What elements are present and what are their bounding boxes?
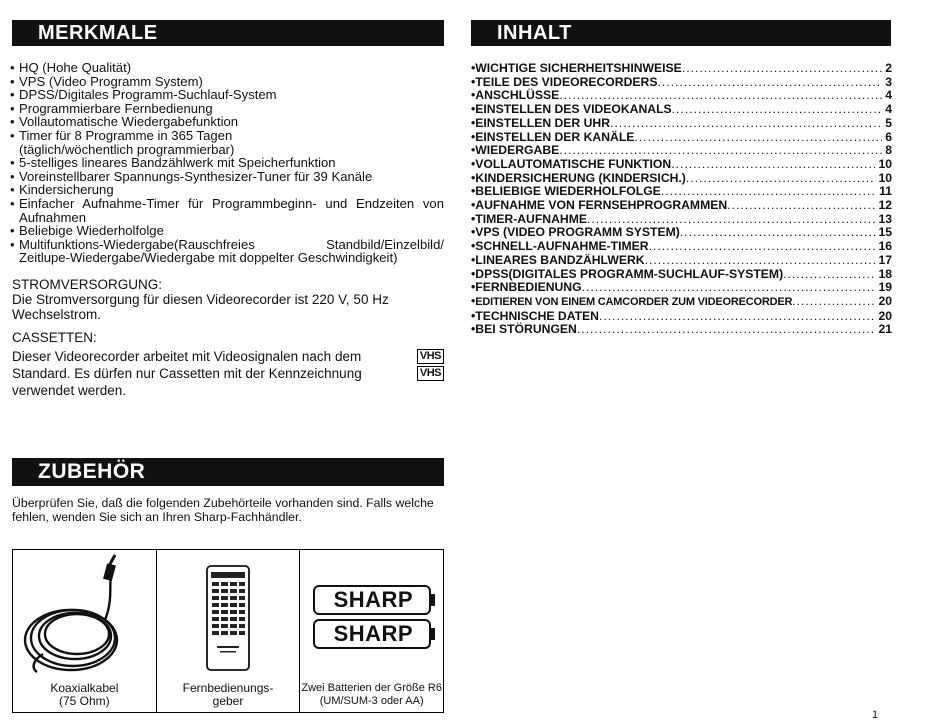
- toc-entry: • WIEDERGABE ..... 8: [471, 144, 892, 158]
- cassettes-text-line2: Standard. Es dürfen nur Cassetten mit der Kennzeichnung: [12, 366, 362, 381]
- toc-entry: • BELIEBIGE WIEDERHOLFOLGE ..... 11: [471, 185, 892, 199]
- list-item: • Multifunktions-Wiedergabe(Rauschfreies Standbild/Einzelbild/: [10, 236, 444, 252]
- toc-entry: • EINSTELLEN DER UHR ..... 5: [471, 117, 892, 131]
- toc-page-number: 17: [878, 252, 892, 267]
- cassettes-section: [12, 330, 444, 398]
- toc-entry-label: SCHNELL-AUFNAHME-TIMER: [475, 239, 649, 254]
- toc-leader-dots: [559, 144, 882, 158]
- toc-entry-label: EINSTELLEN DER KANÄLE: [475, 129, 635, 144]
- toc-entry-label: LINEARES BANDZÄHLWERK: [475, 252, 645, 267]
- toc-entry-label: EINSTELLEN DES VIDEOKANALS: [475, 102, 672, 117]
- toc-leader-dots: [671, 158, 875, 172]
- toc-page-number: 15: [878, 225, 892, 240]
- toc-entry-label: BELIEBIGE WIEDERHOLFOLGE: [475, 184, 661, 199]
- toc-page-number: 12: [878, 198, 892, 213]
- toc-page-number: 5: [885, 115, 892, 130]
- toc-leader-dots: [686, 172, 876, 186]
- inhalt-heading: INHALT: [471, 20, 891, 46]
- cassettes-text-line1: Dieser Videorecorder arbeitet mit Videosignalen nach dem: [12, 349, 362, 364]
- toc-page-number: 3: [885, 74, 892, 89]
- toc-entry: • FERNBEDIENUNG ..... 19: [471, 281, 892, 295]
- accessory-batteries: [300, 550, 443, 712]
- list-item: • 5-stelliges lineares Bandzählwerk mit Speicherfunktion: [10, 155, 336, 171]
- toc-entry: • WICHTIGE SICHERHEITSHINWEISE ..... 2: [471, 62, 892, 76]
- toc-entry-label: VPS (VIDEO PROGRAMM SYSTEM): [475, 225, 680, 240]
- feature-list: [10, 61, 444, 265]
- toc-leader-dots: [783, 268, 875, 282]
- toc-entry: • EDITIEREN VON EINEM CAMCORDER ZUM VIDEORECORDER ..... 20: [471, 295, 892, 310]
- accessories-text: Überprüfen Sie, daß die folgenden Zubehörteile vorhanden sind. Falls welche fehlen, wenden Sie sich an Ihren Sharp-Fachhändler.: [12, 496, 434, 524]
- toc-leader-dots: [577, 323, 876, 337]
- toc-entry: • DPSS(DIGITALES PROGRAMM-SUCHLAUF-SYSTEM) ..... 18: [471, 268, 892, 282]
- list-item: Aufnahmen: [19, 209, 86, 225]
- toc-leader-dots: [649, 240, 876, 254]
- accessory-coax-cable: [13, 550, 157, 712]
- toc-entry-label: ANSCHLÜSSE: [475, 88, 560, 103]
- toc-leader-dots: [559, 89, 882, 103]
- accessory-label: geber: [212, 694, 244, 708]
- toc-entry: • SCHNELL-AUFNAHME-TIMER ..... 16: [471, 240, 892, 254]
- toc-entry-label: AUFNAHME VON FERNSEHPROGRAMMEN: [475, 198, 728, 213]
- toc-entry-label: EINSTELLEN DER UHR: [475, 115, 611, 130]
- toc-leader-dots: [610, 117, 882, 131]
- toc-page-number: 13: [878, 211, 892, 226]
- list-item: • Kindersicherung: [10, 182, 114, 198]
- accessory-label: Zwei Batterien der Größe R6: [301, 682, 442, 694]
- toc-page-number: 4: [885, 88, 892, 103]
- toc-entry: • AUFNAHME VON FERNSEHPROGRAMMEN ..... 12: [471, 199, 892, 213]
- cassettes-text-line3: verwendet werden.: [12, 383, 127, 398]
- toc-leader-dots: [672, 103, 883, 117]
- toc-entry-label: VOLLAUTOMATISCHE FUNKTION: [475, 156, 672, 171]
- list-item: • Programmierbare Fernbedienung: [10, 100, 213, 116]
- list-item: Zeitlupe-Wiedergabe/Wiedergabe mit doppelter Geschwindigkeit): [19, 250, 398, 266]
- list-item: • VPS (Video Programm System): [10, 73, 203, 89]
- toc-leader-dots: [682, 62, 882, 76]
- accessory-label: Koaxialkabel: [50, 681, 119, 695]
- page-number: 1: [872, 709, 879, 721]
- toc-leader-dots: [727, 199, 875, 213]
- list-item: • Voreinstellbarer Spannungs-Synthesizer-Tuner für 39 Kanäle: [10, 168, 373, 184]
- merkmale-heading: MERKMALE: [12, 20, 444, 46]
- toc-entry-label: WIEDERGABE: [475, 143, 560, 158]
- list-item: • Vollautomatische Wiedergabefunktion: [10, 114, 239, 130]
- toc-entry: • TECHNISCHE DATEN ..... 20: [471, 310, 892, 324]
- toc-entry-label: TIMER-AUFNAHME: [475, 211, 587, 226]
- toc-entry: • ANSCHLÜSSE ..... 4: [471, 89, 892, 103]
- toc-leader-dots: [661, 185, 876, 199]
- list-item: • DPSS/Digitales Programm-Suchlauf-System: [10, 87, 277, 103]
- toc-leader-dots: [599, 310, 875, 324]
- toc-entry-label: TECHNISCHE DATEN: [475, 308, 599, 323]
- list-item: • Beliebige Wiederholfolge: [10, 223, 164, 239]
- accessory-label: Fernbedienungs-: [182, 681, 274, 695]
- toc-entry-label: WICHTIGE SICHERHEITSHINWEISE: [475, 61, 682, 75]
- toc-entry-label: FERNBEDIENUNG: [475, 280, 582, 295]
- list-item: • Einfacher Aufnahme-Timer für Programmbeginn- und Endzeiten von: [10, 195, 444, 211]
- power-supply-title: STROMVERSORGUNG:: [12, 277, 163, 292]
- vhs-logo: VHS: [417, 349, 444, 364]
- toc-page-number: 6: [885, 129, 892, 144]
- toc-page-number: 2: [885, 61, 892, 75]
- toc-leader-dots: [645, 254, 876, 268]
- toc-page-number: 19: [878, 280, 892, 295]
- cassettes-title: CASSETTEN:: [12, 330, 97, 345]
- toc-entry: • VPS (VIDEO PROGRAMM SYSTEM) ..... 15: [471, 226, 892, 240]
- toc-page-number: 20: [878, 293, 892, 308]
- toc-entry-label: BEI STÖRUNGEN: [475, 322, 577, 337]
- toc-entry: • LINEARES BANDZÄHLWERK ..... 17: [471, 254, 892, 268]
- toc-entry: • TEILE DES VIDEORECORDERS ..... 3: [471, 76, 892, 90]
- battery-brand: SHARP: [333, 587, 414, 612]
- toc-leader-dots: [680, 226, 876, 240]
- zubehor-heading: ZUBEHÖR: [12, 458, 444, 486]
- power-supply-text: Die Stromversorgung für diesen Videorecorder ist 220 V, 50 Hz Wechselstrom.: [12, 292, 389, 322]
- toc-page-number: 10: [878, 170, 892, 185]
- toc-entry-label: EDITIEREN VON EINEM CAMCORDER ZUM VIDEORECORDER: [475, 295, 793, 308]
- power-supply-section: [12, 277, 444, 322]
- accessories-table: [12, 549, 444, 713]
- toc-page-number: 10: [878, 156, 892, 171]
- remote-control-icon: [157, 550, 298, 675]
- toc-entry-label: KINDERSICHERUNG (KINDERSICH.): [475, 170, 686, 185]
- toc-entry-label: TEILE DES VIDEORECORDERS: [475, 74, 658, 89]
- toc-leader-dots: [582, 281, 876, 295]
- toc-leader-dots: [634, 131, 882, 145]
- coax-cable-icon: [13, 550, 157, 675]
- list-item: • Timer für 8 Programme in 365 Tagen: [10, 127, 233, 143]
- toc-entry: • KINDERSICHERUNG (KINDERSICH.) ..... 10: [471, 172, 892, 186]
- vhs-logo: VHS: [417, 366, 444, 381]
- accessory-label: (UM/SUM-3 oder AA): [319, 695, 424, 707]
- toc-leader-dots: [657, 76, 882, 90]
- toc-entry: • EINSTELLEN DER KANÄLE ..... 6: [471, 131, 892, 145]
- toc-page-number: 4: [885, 102, 892, 117]
- toc-page-number: 21: [878, 322, 892, 337]
- toc-leader-dots: [792, 295, 875, 309]
- list-item: • HQ (Hohe Qualität): [10, 60, 132, 75]
- toc-page-number: 20: [878, 308, 892, 323]
- toc-page-number: 8: [885, 143, 892, 158]
- toc-entry: • EINSTELLEN DES VIDEOKANALS ..... 4: [471, 103, 892, 117]
- table-of-contents: [471, 62, 892, 337]
- toc-entry: • TIMER-AUFNAHME ..... 13: [471, 213, 892, 227]
- toc-page-number: 18: [878, 266, 892, 281]
- accessory-label: (75 Ohm): [58, 694, 110, 708]
- battery-brand: SHARP: [333, 621, 414, 646]
- toc-entry: • VOLLAUTOMATISCHE FUNKTION ..... 10: [471, 158, 892, 172]
- toc-entry: • BEI STÖRUNGEN ..... 21: [471, 323, 892, 337]
- accessory-remote-control: [157, 550, 301, 712]
- list-item: (täglich/wöchentlich programmierbar): [19, 141, 235, 157]
- toc-leader-dots: [587, 213, 875, 227]
- toc-page-number: 16: [878, 239, 892, 254]
- toc-entry-label: DPSS(DIGITALES PROGRAMM-SUCHLAUF-SYSTEM): [475, 266, 784, 281]
- toc-page-number: 11: [879, 184, 892, 199]
